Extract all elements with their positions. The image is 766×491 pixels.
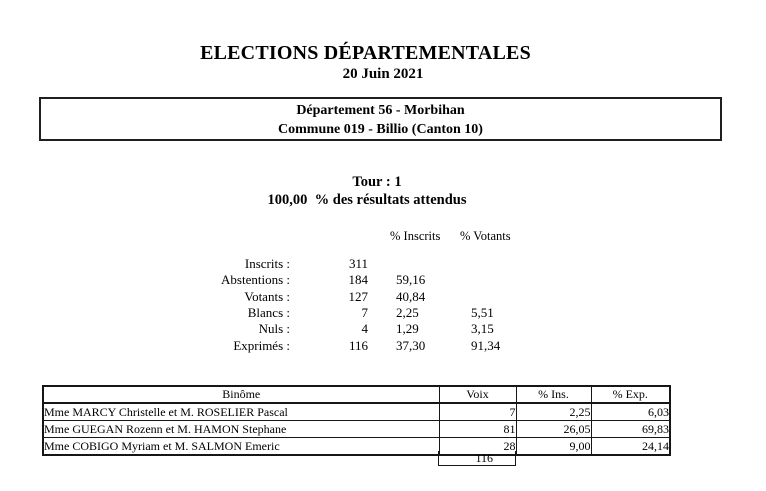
participation-row-abstentions [0, 272, 766, 288]
row-label: Inscrits : [244, 256, 290, 271]
total-voix-cell: 116 [438, 451, 516, 466]
row-label: Nuls : [258, 321, 290, 336]
commune-line: Commune 019 - Billio (Canton 10) [278, 122, 483, 137]
row-label: Abstentions : [221, 272, 290, 287]
participation-row-exprimes [0, 338, 766, 354]
cell-pct-exp: 69,83 [591, 421, 670, 438]
participation-row-blancs [0, 305, 766, 321]
department-line: Département 56 - Morbihan [296, 103, 465, 118]
row-pct-inscrits: 37,30 [396, 338, 426, 353]
document-date: 20 Juin 2021 [342, 66, 424, 82]
row-label: Exprimés : [233, 338, 290, 353]
col-header-binome: Binôme [43, 386, 439, 403]
table-row [43, 421, 670, 438]
participation-row-nuls [0, 321, 766, 337]
col-header-pct-ins: % Ins. [516, 386, 591, 403]
cell-pct-ins: 26,05 [516, 421, 591, 438]
table-row [43, 403, 670, 421]
cell-binome: Mme GUEGAN Rozenn et M. HAMON Stephane [43, 421, 439, 438]
row-label: Votants : [244, 289, 290, 304]
cell-binome: Mme COBIGO Myriam et M. SALMON Emeric [43, 438, 439, 456]
row-value: 127 [348, 289, 368, 304]
document-title: ELECTIONS DÉPARTEMENTALES [200, 42, 531, 64]
participation-row-inscrits [0, 256, 766, 272]
cell-voix: 81 [439, 421, 516, 438]
row-pct-inscrits: 1,29 [396, 321, 419, 336]
department-commune-box [39, 97, 722, 141]
row-value: 7 [361, 305, 368, 320]
participation-row-votants [0, 289, 766, 305]
row-pct-inscrits: 59,16 [396, 272, 426, 287]
participation-header-pct-votants: % Votants [460, 229, 511, 243]
table-row [43, 438, 670, 456]
row-value: 116 [348, 338, 368, 353]
row-value: 311 [348, 256, 368, 271]
row-pct-votants: 3,15 [471, 321, 494, 336]
tour-line: Tour : 1 [352, 174, 402, 190]
cell-pct-exp: 6,03 [591, 403, 670, 421]
row-pct-inscrits: 40,84 [396, 289, 426, 304]
row-pct-votants: 91,34 [471, 338, 501, 353]
results-table [42, 385, 671, 456]
cell-voix: 7 [439, 403, 516, 421]
results-table-header-row [43, 386, 670, 403]
cell-binome: Mme MARCY Christelle et M. ROSELIER Pascal [43, 403, 439, 421]
col-header-voix: Voix [439, 386, 516, 403]
row-value: 4 [361, 321, 368, 336]
results-expected-line: 100,00 % des résultats attendus [267, 192, 467, 208]
cell-pct-ins: 9,00 [516, 438, 591, 456]
col-header-pct-exp: % Exp. [591, 386, 670, 403]
cell-pct-exp: 24,14 [591, 438, 670, 456]
row-value: 184 [348, 272, 368, 287]
participation-header-pct-inscrits: % Inscrits [390, 229, 441, 243]
row-label: Blancs : [247, 305, 290, 320]
row-pct-votants: 5,51 [471, 305, 494, 320]
cell-voix: 28 [439, 438, 516, 456]
cell-pct-ins: 2,25 [516, 403, 591, 421]
row-pct-inscrits: 2,25 [396, 305, 419, 320]
